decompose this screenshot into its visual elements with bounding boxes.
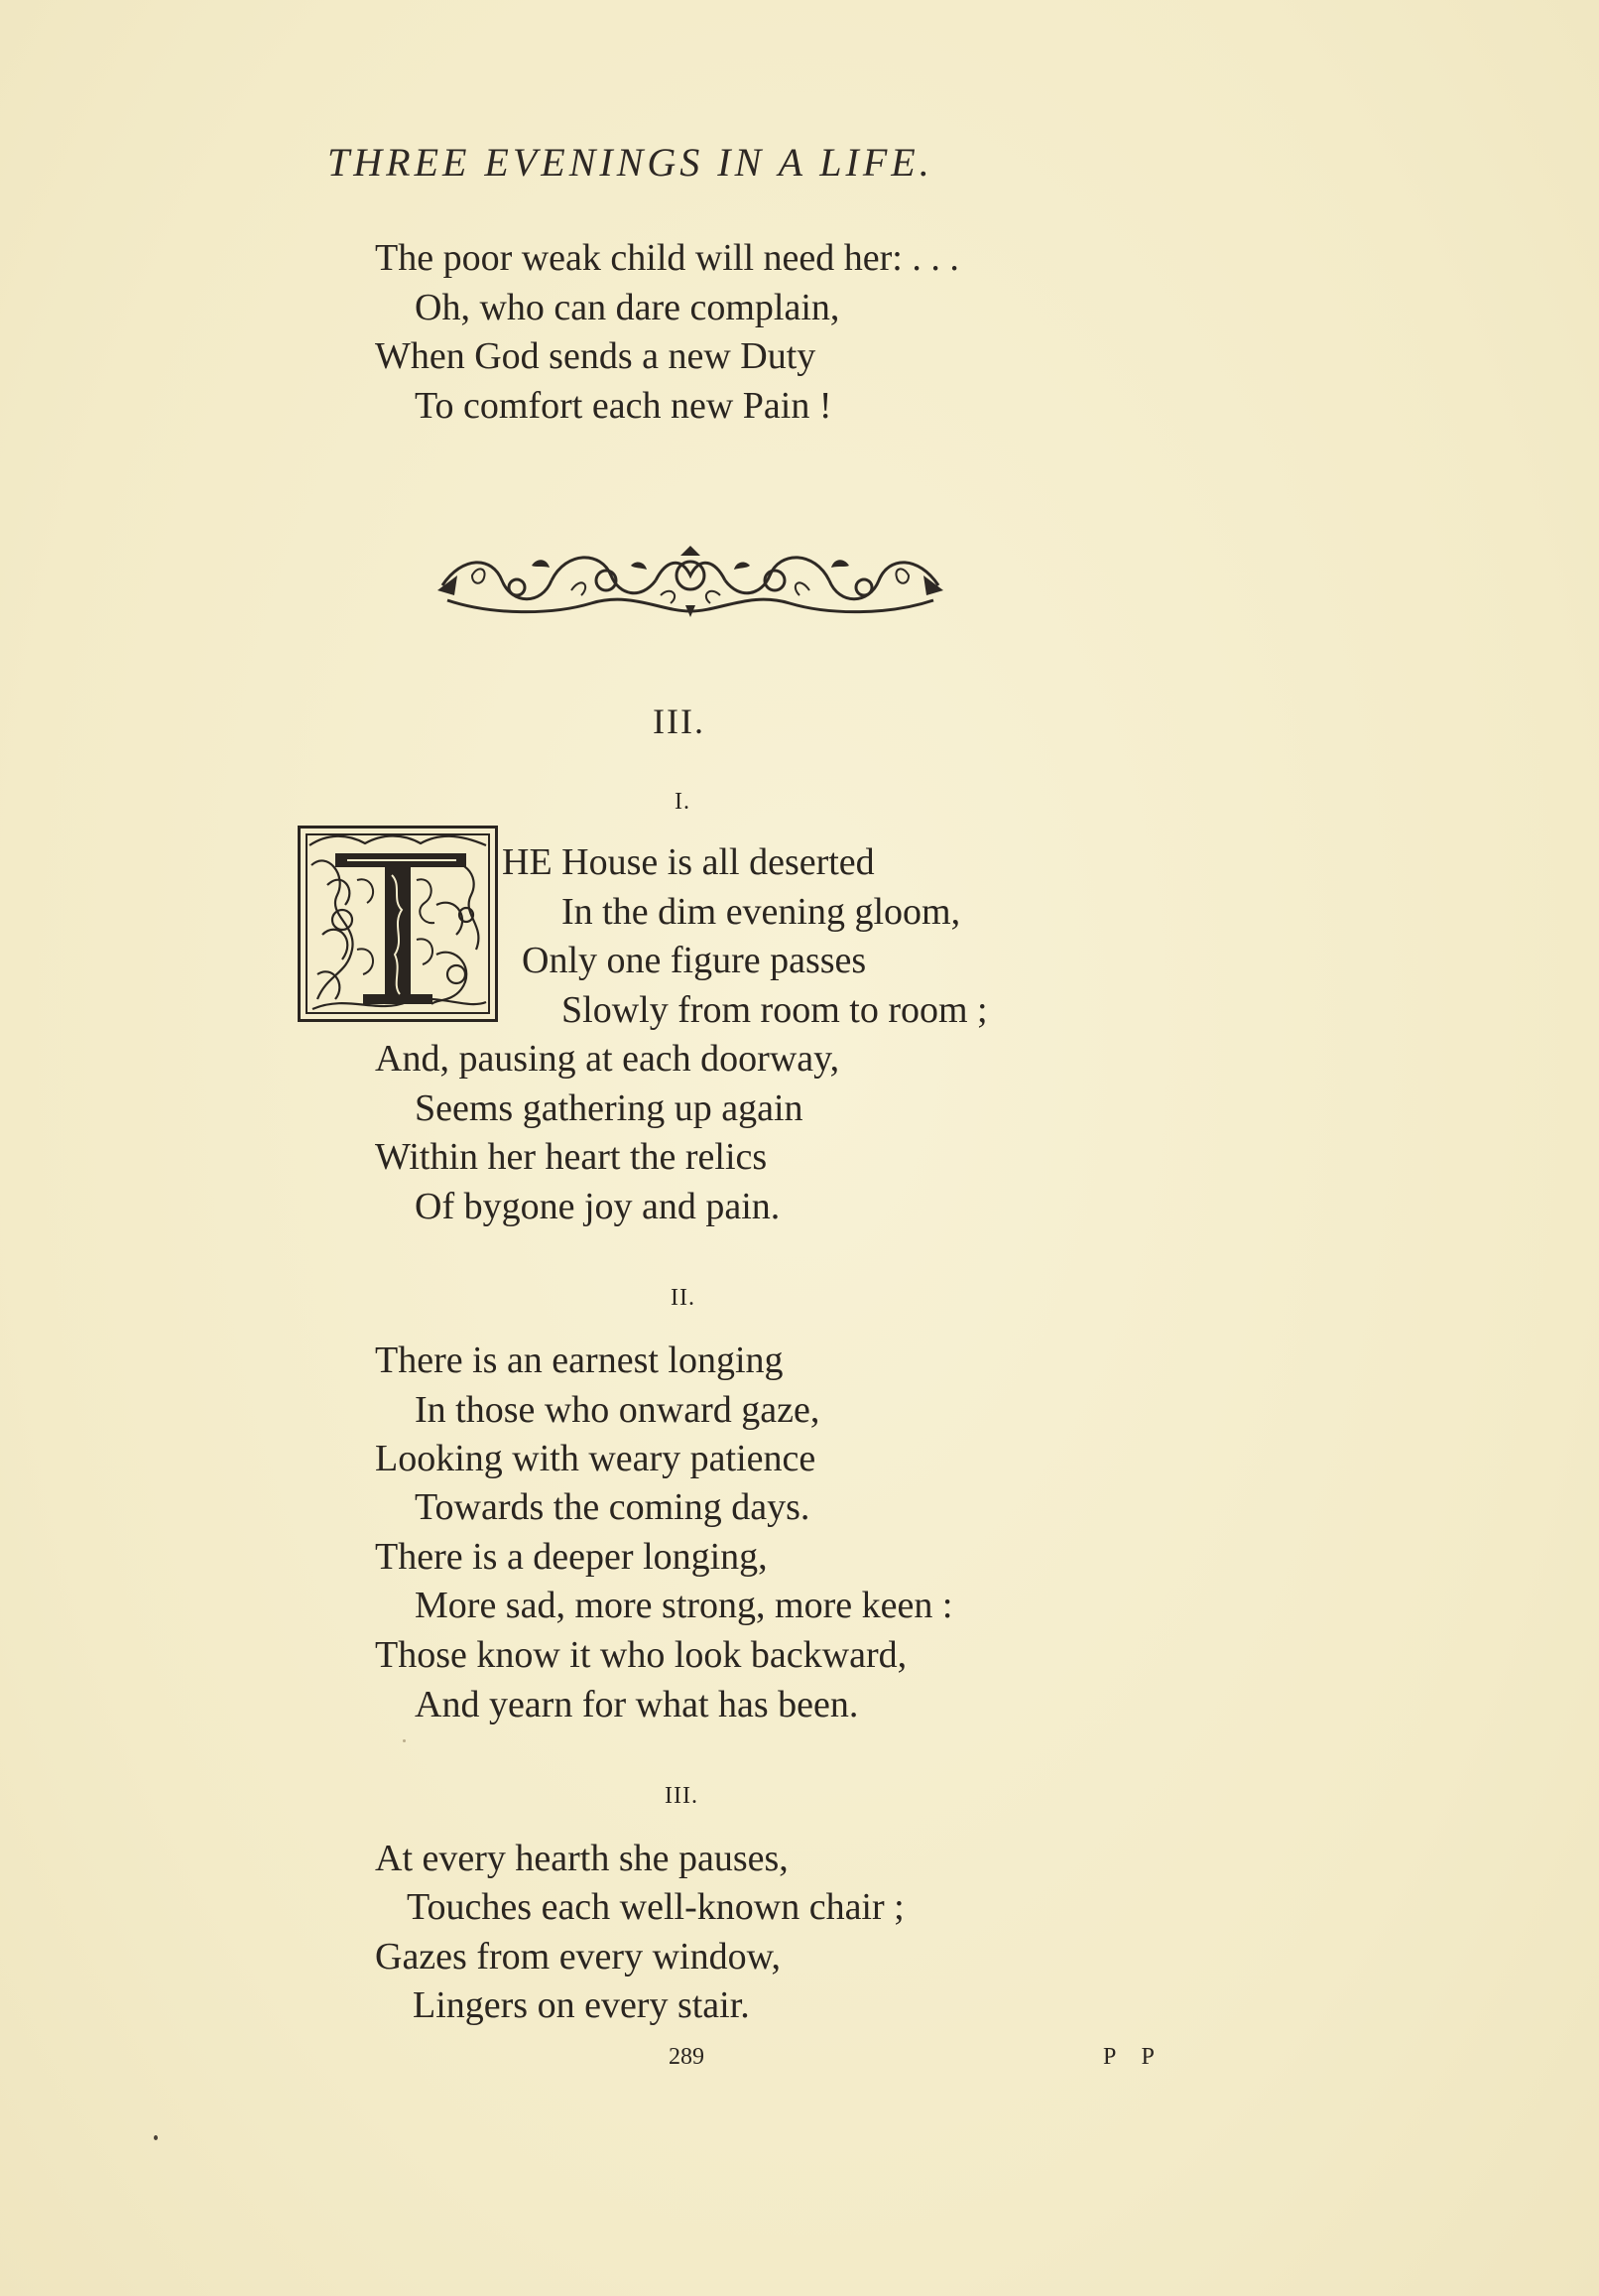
poem-line: Of bygone joy and pain. — [415, 1186, 781, 1227]
running-head: THREE EVENINGS IN A LIFE. — [327, 140, 933, 185]
poem-line: Slowly from room to room ; — [561, 989, 988, 1031]
poem-line: Towards the coming days. — [415, 1486, 810, 1528]
poem-line: When God sends a new Duty — [375, 335, 816, 377]
paper-speck — [154, 2135, 158, 2140]
section-number: III. — [653, 702, 705, 741]
poem-line: Within her heart the relics — [375, 1136, 768, 1178]
floral-headpiece-ornament-icon — [432, 546, 948, 619]
poem-line: More sad, more strong, more keen : — [415, 1585, 953, 1626]
poem-line: Gazes from every window, — [375, 1936, 782, 1977]
poem-line: Seems gathering up again — [415, 1087, 803, 1129]
stanza-number: III. — [665, 1783, 698, 1809]
poem-line: The poor weak child will need her: . . . — [375, 237, 959, 279]
poem-line: And yearn for what has been. — [415, 1684, 859, 1725]
poem-line: And, pausing at each doorway, — [375, 1038, 840, 1080]
page-number: 289 — [669, 2044, 704, 2070]
signature-mark: P P — [1103, 2044, 1165, 2070]
poem-line: Oh, who can dare complain, — [415, 287, 840, 328]
poem-line: Lingers on every stair. — [413, 1984, 750, 2026]
poem-line: In those who onward gaze, — [415, 1389, 820, 1431]
poem-line: There is a deeper longing, — [375, 1536, 768, 1578]
poem-line: Only one figure passes — [522, 940, 867, 981]
stanza-number: II. — [671, 1285, 695, 1311]
stanza-number: I. — [675, 789, 690, 815]
poem-line: Those know it who look backward, — [375, 1634, 908, 1676]
poem-line: At every hearth she pauses, — [375, 1838, 789, 1879]
paper-speck — [403, 1739, 406, 1742]
decorated-initial-t-icon — [298, 826, 498, 1022]
poem-line: HE House is all deserted — [502, 841, 875, 883]
poem-line: There is an earnest longing — [375, 1339, 784, 1381]
poem-line: Looking with weary patience — [375, 1438, 816, 1479]
poem-line: In the dim evening gloom, — [561, 891, 961, 933]
poem-line: To comfort each new Pain ! — [415, 385, 832, 427]
poem-line: Touches each well-known chair ; — [407, 1886, 905, 1928]
